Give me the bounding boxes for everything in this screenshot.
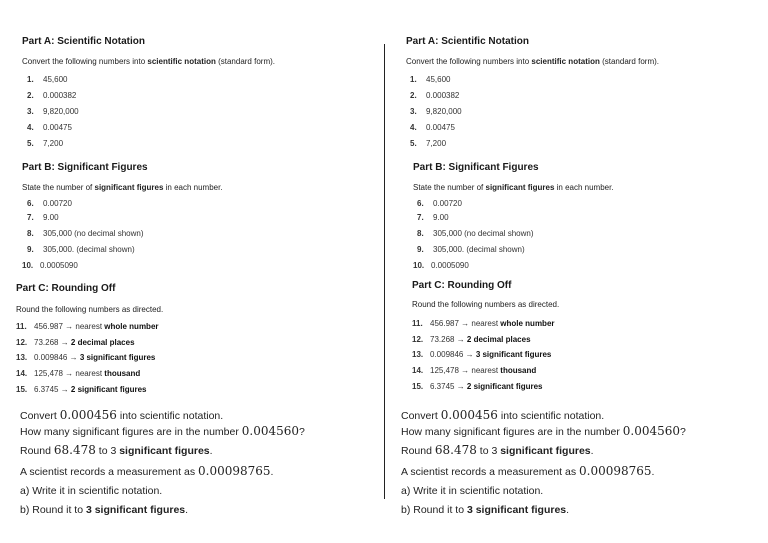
question-5: a) Write it in scientific notation. (401, 485, 544, 497)
list-item: 10. 0.0005090 (22, 261, 78, 270)
worksheet-left (0, 0, 370, 543)
question-5: a) Write it in scientific notation. (20, 485, 163, 497)
question-3: Round 68.478 to 3 significant figures. (401, 443, 594, 457)
part-b-instruction: State the number of significant figures in each number. (413, 183, 614, 192)
question-6: b) Round it to 3 significant figures. (401, 504, 570, 516)
question-6: b) Round it to 3 significant figures. (20, 504, 189, 516)
list-item: 6. 0.00720 (417, 199, 462, 208)
part-c-title: Part C: Rounding Off (16, 283, 116, 294)
list-item: 7. 9.00 (417, 213, 449, 222)
list-item: 2. 0.000382 (27, 91, 77, 100)
list-item: 4. 0.00475 (27, 123, 72, 132)
list-item: 9. 305,000. (decimal shown) (417, 245, 525, 254)
part-c-instruction: Round the following numbers as directed. (412, 300, 560, 309)
list-item: 3. 9,820,000 (27, 107, 79, 116)
list-item: 14. 125,478 → nearest thousand (16, 369, 141, 378)
part-a-instruction: Convert the following numbers into scientific notation (standard form). (22, 57, 275, 66)
list-item: 1. 45,600 (27, 75, 68, 84)
list-item: 6. 0.00720 (27, 199, 72, 208)
list-item: 14. 125,478 → nearest thousand (412, 366, 537, 375)
question-4: A scientist records a measurement as 0.00098765. (20, 464, 274, 478)
list-item: 10. 0.0005090 (413, 261, 469, 270)
question-3: Round 68.478 to 3 significant figures. (20, 443, 213, 457)
part-b-title: Part B: Significant Figures (413, 162, 539, 173)
list-item: 4. 0.00475 (410, 123, 455, 132)
list-item: 7. 9.00 (27, 213, 59, 222)
part-a-instruction: Convert the following numbers into scientific notation (standard form). (406, 57, 659, 66)
part-c-title: Part C: Rounding Off (412, 280, 512, 291)
part-a-title: Part A: Scientific Notation (406, 36, 529, 47)
question-1: Convert 0.000456 into scientific notation. (20, 408, 224, 422)
part-b-title: Part B: Significant Figures (22, 162, 148, 173)
part-c-instruction: Round the following numbers as directed. (16, 305, 164, 314)
list-item: 11. 456.987 → nearest whole number (16, 322, 159, 331)
list-item: 2. 0.000382 (410, 91, 460, 100)
list-item: 1. 45,600 (410, 75, 451, 84)
question-1: Convert 0.000456 into scientific notation. (401, 408, 605, 422)
list-item: 12. 73.268 → 2 decimal places (412, 335, 531, 344)
list-item: 13. 0.009846 → 3 significant figures (16, 353, 156, 362)
list-item: 13. 0.009846 → 3 significant figures (412, 350, 552, 359)
list-item: 15. 6.3745 → 2 significant figures (412, 382, 543, 391)
list-item: 12. 73.268 → 2 decimal places (16, 338, 135, 347)
question-2: How many significant figures are in the number 0.004560? (401, 424, 686, 438)
question-4: A scientist records a measurement as 0.00098765. (401, 464, 655, 478)
list-item: 11. 456.987 → nearest whole number (412, 319, 555, 328)
list-item: 3. 9,820,000 (410, 107, 462, 116)
list-item: 5. 7,200 (410, 139, 447, 148)
list-item: 15. 6.3745 → 2 significant figures (16, 385, 147, 394)
worksheet-right (384, 0, 754, 543)
list-item: 8. 305,000 (no decimal shown) (417, 229, 534, 238)
question-2: How many significant figures are in the number 0.004560? (20, 424, 305, 438)
list-item: 5. 7,200 (27, 139, 64, 148)
part-b-instruction: State the number of significant figures in each number. (22, 183, 223, 192)
list-item: 8. 305,000 (no decimal shown) (27, 229, 144, 238)
list-item: 9. 305,000. (decimal shown) (27, 245, 135, 254)
part-a-title: Part A: Scientific Notation (22, 36, 145, 47)
